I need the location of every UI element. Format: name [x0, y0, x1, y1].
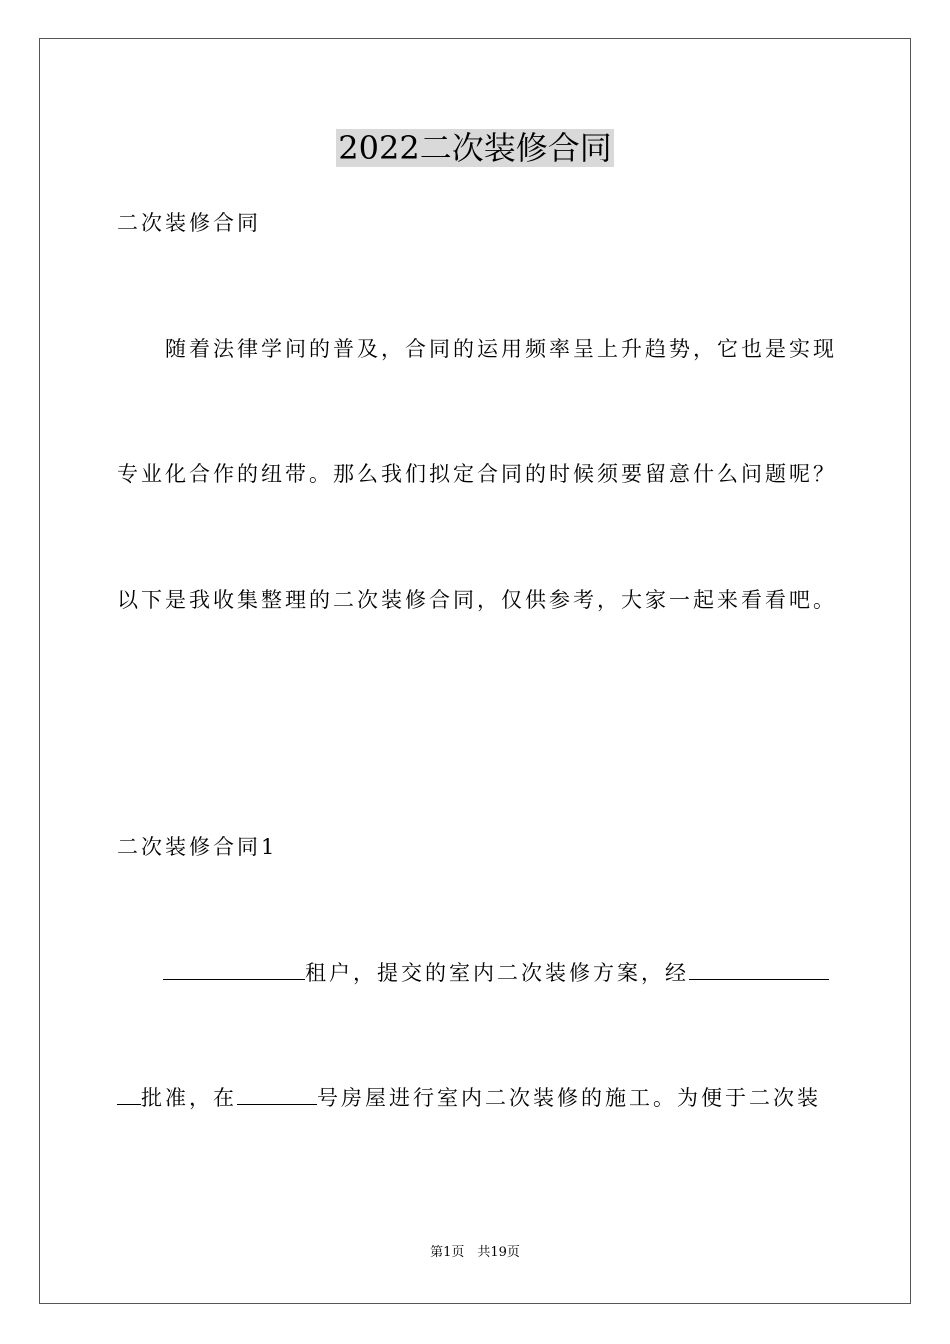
blank-field-approver[interactable]: [689, 961, 829, 980]
clause-line-2: [117, 1083, 821, 1113]
blank-field-approver-continued[interactable]: [117, 1086, 141, 1105]
clause-2-text-b: 号房屋进行室内二次装修的施工。为便于二次装: [317, 1086, 821, 1110]
document-title-text: 2022二次装修合同: [338, 129, 612, 167]
section-heading: 二次装修合同1: [117, 835, 278, 859]
document-subtitle: 二次装修合同: [117, 211, 261, 235]
blank-field-room-number[interactable]: [237, 1086, 317, 1105]
clause-1-text: 租户，提交的室内二次装修方案，经: [305, 961, 689, 985]
document-title: [0, 126, 950, 170]
clause-line-1: [163, 958, 829, 988]
intro-line-1: 随着法律学问的普及，合同的运用频率呈上升趋势，它也是实现: [165, 337, 837, 361]
page-footer: 第1页 共19页: [430, 1245, 520, 1260]
clause-2-text-a: 批准，在: [141, 1086, 237, 1110]
intro-line-2: 专业化合作的纽带。那么我们拟定合同的时候须要留意什么问题呢？: [117, 462, 837, 486]
blank-field-tenant[interactable]: [163, 961, 305, 980]
intro-line-3: 以下是我收集整理的二次装修合同，仅供参考，大家一起来看看吧。: [117, 588, 837, 612]
